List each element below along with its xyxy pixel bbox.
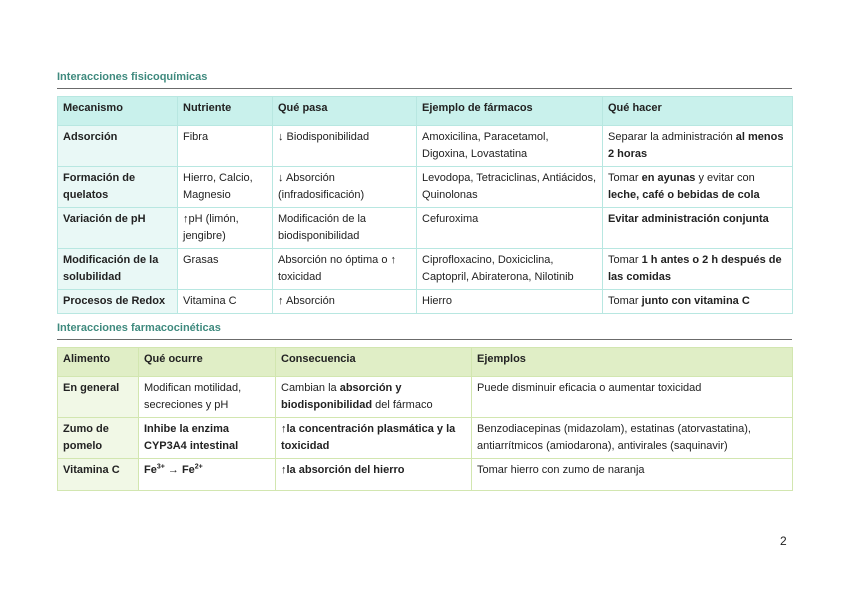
table-header-row	[58, 348, 793, 377]
table-header-row	[58, 97, 793, 126]
mechanism-cell: Modificación de la solubilidad	[58, 249, 178, 290]
column-header: Qué ocurre	[139, 348, 276, 377]
column-header: Ejemplos	[472, 348, 793, 377]
food-cell: Vitamina C	[58, 459, 139, 491]
column-header: Ejemplo de fármacos	[417, 97, 603, 126]
column-header: Qué pasa	[273, 97, 417, 126]
food-cell: Zumo de pomelo	[58, 418, 139, 459]
action-cell: Tomar 1 h antes o 2 h después de las comidas	[603, 249, 793, 290]
examples-cell: Puede disminuir eficacia o aumentar toxicidad	[472, 377, 793, 418]
column-header: Mecanismo	[58, 97, 178, 126]
nutrient-cell: Vitamina C	[178, 290, 273, 314]
nutrient-cell: Hierro, Calcio, Magnesio	[178, 167, 273, 208]
section-title-pharmacokinetic: Interacciones farmacocinéticas	[57, 322, 221, 334]
drugs-cell: Ciprofloxacino, Doxiciclina, Captopril, Abiraterona, Nilotinib	[417, 249, 603, 290]
food-cell: En general	[58, 377, 139, 418]
effect-cell: Modificación de la biodisponibilidad	[273, 208, 417, 249]
physicochemical-table	[57, 96, 793, 314]
drugs-cell: Amoxicilina, Paracetamol, Digoxina, Lovastatina	[417, 126, 603, 167]
section-title-physicochemical: Interacciones fisicoquímicas	[57, 71, 208, 83]
column-header: Qué hacer	[603, 97, 793, 126]
drugs-cell: Levodopa, Tetraciclinas, Antiácidos, Quinolonas	[417, 167, 603, 208]
effect-cell: ↓ Biodisponibilidad	[273, 126, 417, 167]
effect-cell: ↑ Absorción	[273, 290, 417, 314]
action-cell: Evitar administración conjunta	[603, 208, 793, 249]
consequence-cell: ↑la absorción del hierro	[276, 459, 472, 491]
column-header: Alimento	[58, 348, 139, 377]
page-number: 2	[780, 534, 787, 548]
table-row	[58, 167, 793, 208]
mechanism-cell: Formación de quelatos	[58, 167, 178, 208]
action-cell: Tomar junto con vitamina C	[603, 290, 793, 314]
effect-cell: Absorción no óptima o ↑ toxicidad	[273, 249, 417, 290]
nutrient-cell: Grasas	[178, 249, 273, 290]
table-row	[58, 290, 793, 314]
consequence-cell: ↑la concentración plasmática y la toxicidad	[276, 418, 472, 459]
table-row	[58, 459, 793, 491]
section-rule	[57, 88, 792, 89]
table-row	[58, 377, 793, 418]
pharmacokinetic-table	[57, 347, 793, 491]
what-happens-cell: Inhibe la enzima CYP3A4 intestinal	[139, 418, 276, 459]
drugs-cell: Hierro	[417, 290, 603, 314]
column-header: Nutriente	[178, 97, 273, 126]
mechanism-cell: Variación de pH	[58, 208, 178, 249]
table-row	[58, 249, 793, 290]
consequence-cell: Cambian la absorción y biodisponibilidad del fármaco	[276, 377, 472, 418]
what-happens-cell: $Fe^{3+} \to Fe^{2+}$	[139, 459, 276, 491]
table-row	[58, 418, 793, 459]
action-cell: Separar la administración al menos 2 horas	[603, 126, 793, 167]
mechanism-cell: Adsorción	[58, 126, 178, 167]
mechanism-cell: Procesos de Redox	[58, 290, 178, 314]
column-header: Consecuencia	[276, 348, 472, 377]
nutrient-cell: ↑pH (limón, jengibre)	[178, 208, 273, 249]
action-cell: Tomar en ayunas y evitar con leche, café o bebidas de cola	[603, 167, 793, 208]
what-happens-cell: Modifican motilidad, secreciones y pH	[139, 377, 276, 418]
table-row	[58, 208, 793, 249]
effect-cell: ↓ Absorción (infradosificación)	[273, 167, 417, 208]
section-rule	[57, 339, 792, 340]
nutrient-cell: Fibra	[178, 126, 273, 167]
examples-cell: Tomar hierro con zumo de naranja	[472, 459, 793, 491]
drugs-cell: Cefuroxima	[417, 208, 603, 249]
examples-cell: Benzodiacepinas (midazolam), estatinas (atorvastatina), antiarrítmicos (amiodarona), antivirales (saquinavir)	[472, 418, 793, 459]
table-row	[58, 126, 793, 167]
